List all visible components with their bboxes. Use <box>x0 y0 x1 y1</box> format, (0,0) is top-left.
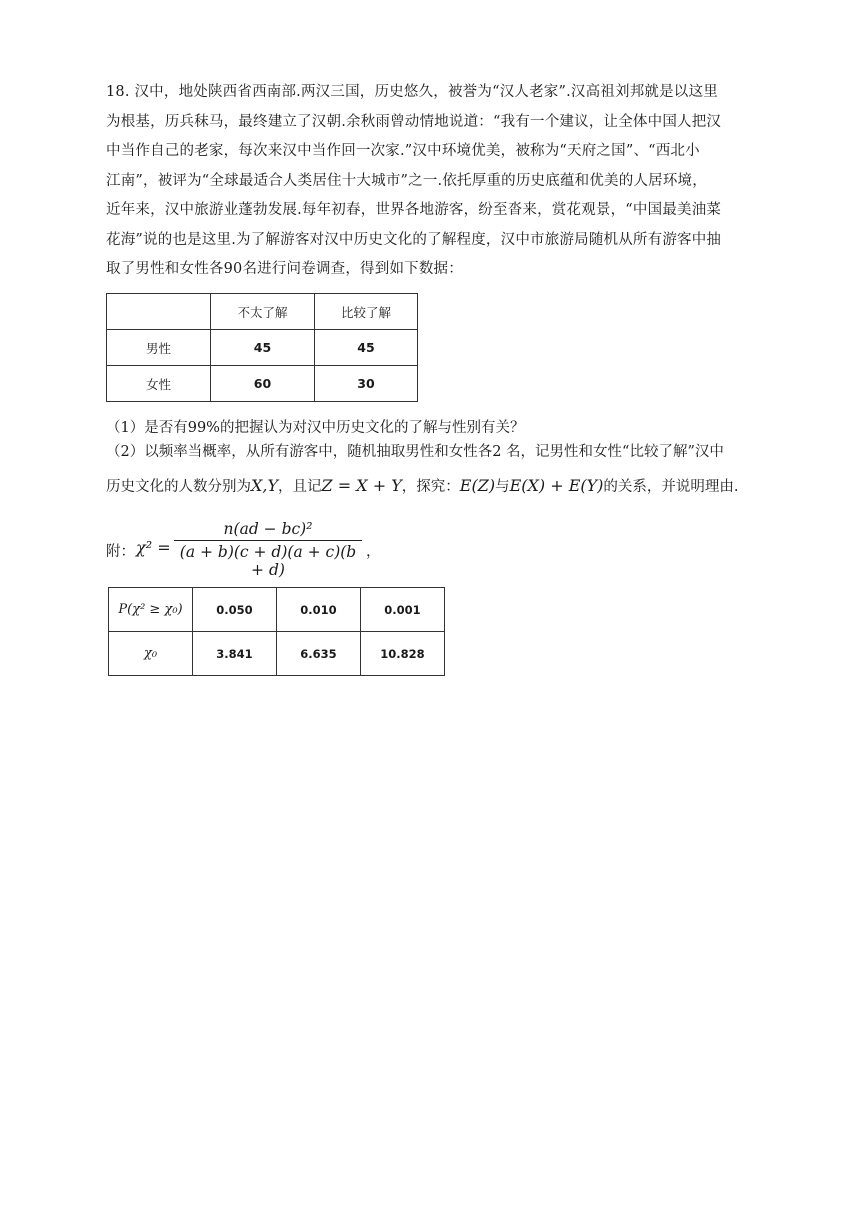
formula-suffix: ， <box>366 544 381 560</box>
table-cell <box>107 294 211 330</box>
table-cell: 0.010 <box>277 588 361 632</box>
table-cell: 30 <box>315 366 418 402</box>
table-cell: 0.050 <box>193 588 277 632</box>
table-cell: 0.001 <box>361 588 445 632</box>
math-expression: E(Z) <box>459 476 496 495</box>
math-expression: Z = X + Y <box>321 476 402 495</box>
text-fragment: 与 <box>495 479 510 495</box>
row-label: P(χ² ≥ χ₀) <box>109 588 193 632</box>
table-cell: 60 <box>211 366 315 402</box>
question-2-line-2 <box>106 475 739 496</box>
text-fragment: ，探究： <box>401 479 460 495</box>
math-expression: E(X) + E(Y) <box>509 476 604 495</box>
problem-statement <box>106 78 766 285</box>
table-cell: 3.841 <box>193 632 277 676</box>
problem-line: 花海”说的也是这里.为了解游客对汉中历史文化的了解程度，汉中市旅游局随机从所有游客中抽 <box>106 231 722 248</box>
table-header: 不太了解 <box>211 294 315 330</box>
formula-denominator: (a + b)(c + d)(a + c)(b + d) <box>179 543 357 579</box>
table-cell: 10.828 <box>361 632 445 676</box>
formula-fraction <box>174 520 362 579</box>
question-2-line-1: （2）以频率当概率，从所有游客中，随机抽取男性和女性各2 名，记男性和女性“比较了解”汉中 <box>106 444 724 460</box>
text-fragment: 的关系，并说明理由. <box>603 479 739 495</box>
text-fragment: 历史文化的人数分别为 <box>106 479 251 495</box>
text-fragment: ，且记 <box>278 479 322 495</box>
row-label: χ₀ <box>109 632 193 676</box>
problem-line: 取了男性和女性各90名进行问卷调查，得到如下数据： <box>106 261 463 277</box>
formula-prefix: 附： <box>106 544 135 560</box>
math-variables: X,Y <box>251 476 279 495</box>
table-row <box>109 588 445 632</box>
survey-table <box>106 293 418 402</box>
row-label: 男性 <box>107 330 211 366</box>
table-row <box>107 366 418 402</box>
table-cell: 45 <box>211 330 315 366</box>
problem-line: 江南”，被评为“全球最适合人类居住十大城市”之一.依托厚重的历史底蕴和优美的人居环境， <box>106 172 707 189</box>
problem-line: 近年来，汉中旅游业蓬勃发展.每年初春，世界各地游客，纷至沓来，赏花观景，“中国最美油菜 <box>106 202 722 218</box>
table-row <box>107 330 418 366</box>
formula-numerator: n(ad − bc)² <box>223 520 313 538</box>
formula-lhs: χ² = <box>136 538 171 557</box>
table-header: 比较了解 <box>315 294 418 330</box>
critical-value-table <box>108 587 445 676</box>
problem-line: 为根基，历兵秣马，最终建立了汉朝.余秋雨曾动情地说道：“我有一个建议，让全体中国人把汉 <box>106 113 722 130</box>
row-label: 女性 <box>107 366 211 402</box>
table-row <box>107 294 418 330</box>
table-row <box>109 632 445 676</box>
problem-line: 中当作自己的老家，每次来汉中当作回一次家.”汉中环境优美，被称为“天府之国”、“西北小 <box>106 143 700 159</box>
table-cell: 6.635 <box>277 632 361 676</box>
problem-line: 18. 汉中，地处陕西省西南部.两汉三国，历史悠久，被誉为“汉人老家”.汉高祖刘邦就是以这里 <box>106 84 718 100</box>
table-cell: 45 <box>315 330 418 366</box>
question-1: （1）是否有99%的把握认为对汉中历史文化的了解与性别有关？ <box>106 420 525 436</box>
